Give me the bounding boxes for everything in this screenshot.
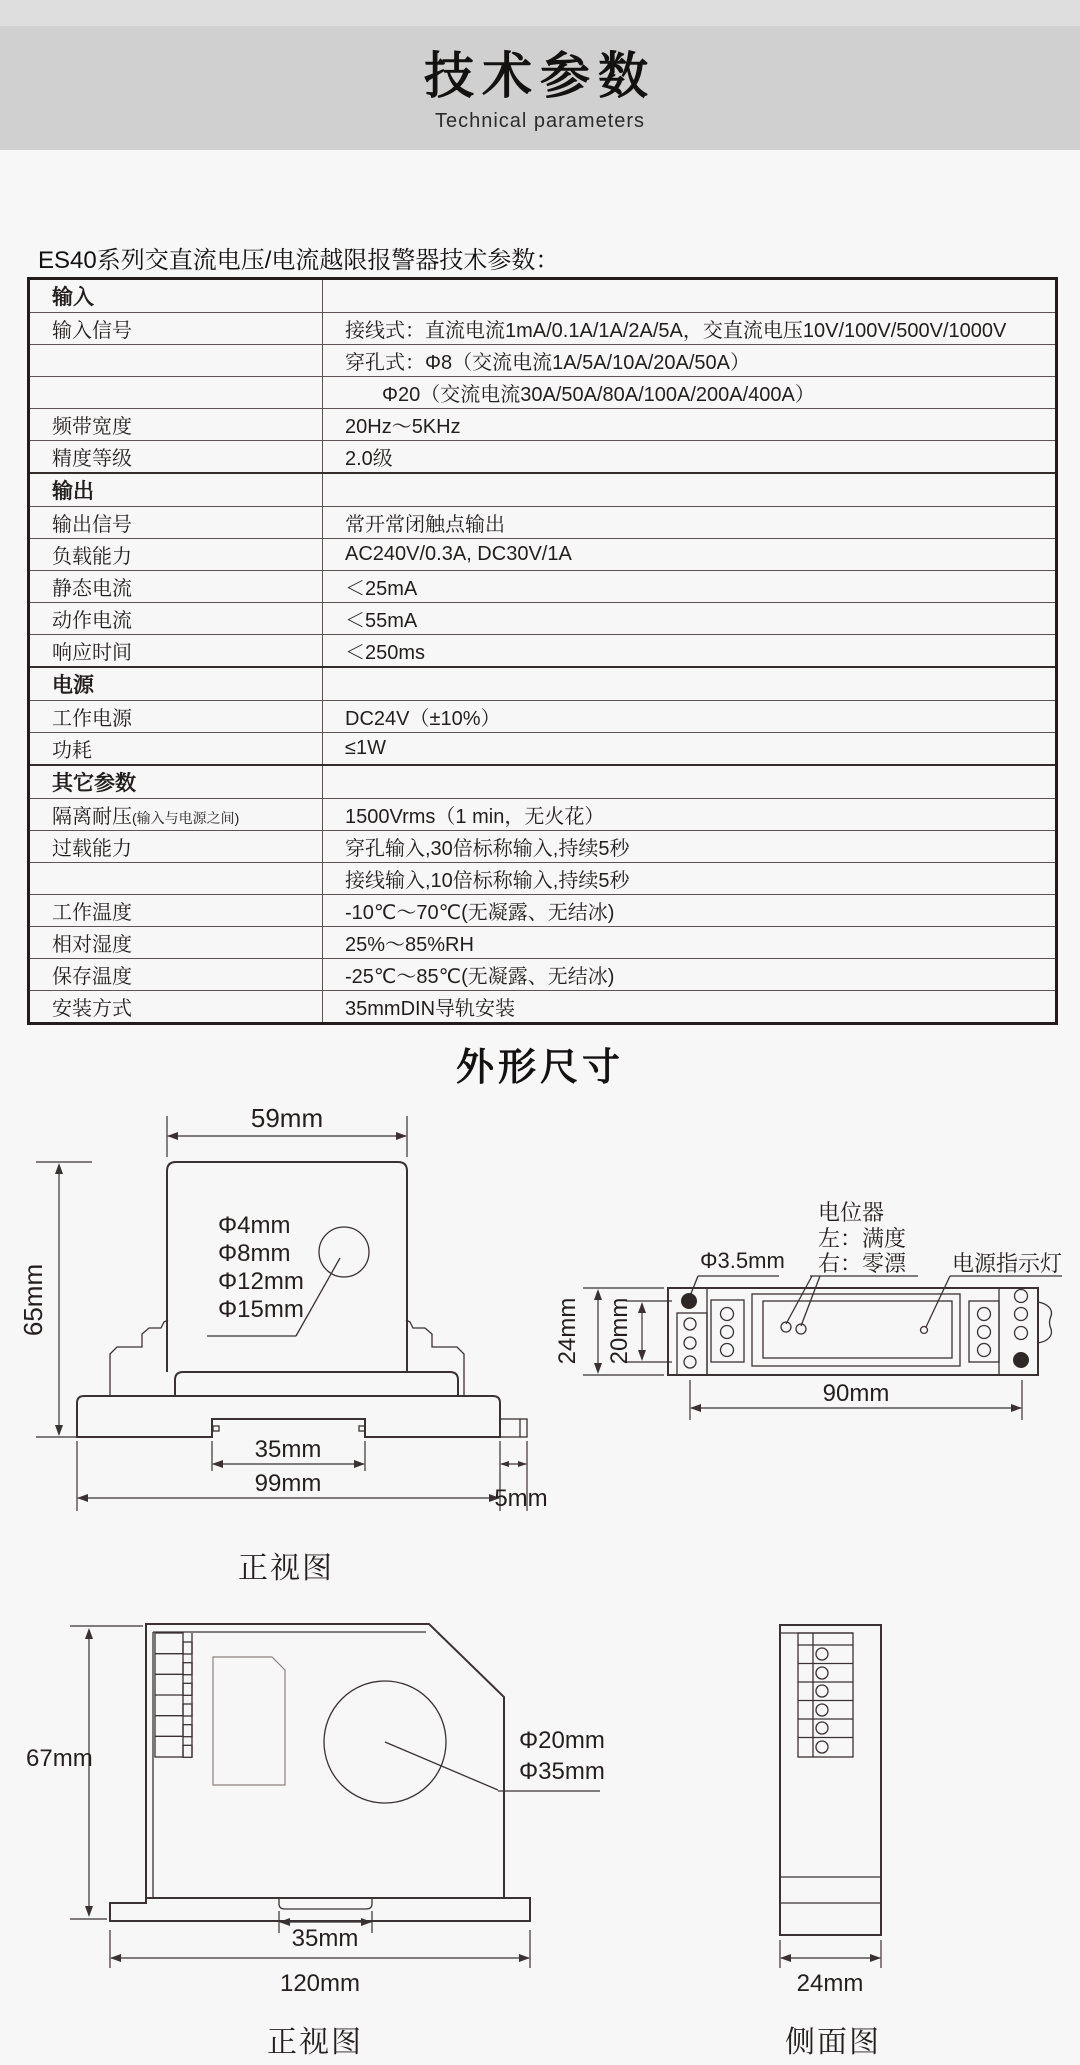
row-label: 输出	[52, 480, 94, 503]
front-view-top-caption: 正视图	[238, 1552, 334, 1585]
table-row	[29, 831, 1057, 863]
table-row	[29, 571, 1057, 603]
dim-rail-35-label: 35mm	[254, 1436, 322, 1463]
power-led-label: 电源指示灯	[952, 1251, 1063, 1276]
row-label: 输入	[52, 286, 94, 309]
table-row	[29, 279, 1057, 313]
table-row	[29, 733, 1057, 766]
table-row	[29, 313, 1057, 345]
table-row	[29, 473, 1057, 507]
table-row	[29, 667, 1057, 701]
top-view-drawing	[554, 1200, 1062, 1420]
potentiometer-label: 电位器	[818, 1200, 885, 1225]
row-label: 工作温度	[52, 902, 132, 924]
row-value: AC240V/0.3A, DC30V/1A	[323, 539, 1057, 571]
table-intro-line: ES40系列交直流电压/电流越限报警器技术参数：	[38, 247, 560, 274]
row-value: -10℃～70℃(无凝露、无结冰)	[323, 895, 1057, 927]
row-value	[323, 765, 1057, 799]
side-view-drawing	[780, 1625, 881, 2059]
header-banner	[0, 26, 1080, 150]
row-value: ＜25mA	[323, 571, 1057, 603]
hole-size-label: Φ12mm	[218, 1268, 304, 1295]
row-label: 静态电流	[52, 578, 132, 600]
front-view-top-drawing	[18, 1103, 548, 1585]
row-label: 动作电流	[52, 610, 132, 632]
hole-size-label: Φ8mm	[218, 1240, 291, 1267]
front-view-bottom-drawing	[26, 1624, 605, 2059]
dim-rail-35-bottom-label: 35mm	[291, 1925, 359, 1952]
hole-size-label: Φ4mm	[218, 1212, 291, 1239]
row-value: Φ20（交流电流30A/50A/80A/100A/200A/400A）	[323, 377, 1057, 409]
table-row	[29, 507, 1057, 539]
dim-tab-5-label: 5mm	[494, 1485, 548, 1512]
row-label: 隔离耐压	[52, 806, 132, 828]
potentiometer-left-label: 左：满度	[818, 1226, 907, 1251]
row-label: 负载能力	[52, 546, 132, 568]
row-value: 接线式：直流电流1mA/0.1A/1A/2A/5A，交直流电压10V/100V/500V/1000V	[323, 313, 1057, 345]
row-label: 电源	[52, 674, 94, 697]
table-row	[29, 765, 1057, 799]
row-value: -25℃～85℃(无凝露、无结冰)	[323, 959, 1057, 991]
banner-top-strip	[0, 0, 1080, 26]
row-label: 功耗	[52, 740, 92, 762]
dim-width-59-label: 59mm	[250, 1103, 324, 1133]
row-value	[323, 473, 1057, 507]
row-label: 过载能力	[52, 838, 132, 860]
hole-3p5-label: Φ3.5mm	[700, 1248, 785, 1273]
dim-90-label: 90mm	[822, 1380, 890, 1407]
table-row	[29, 441, 1057, 474]
dim-120-label: 120mm	[279, 1970, 361, 1997]
dim-24-side-label: 24mm	[796, 1970, 864, 1997]
hole-20-label: Φ20mm	[519, 1727, 605, 1754]
hole-35-label: Φ35mm	[519, 1758, 605, 1785]
table-row	[29, 635, 1057, 668]
row-value: 接线输入,10倍标称输入,持续5秒	[323, 863, 1057, 895]
dim-24-label: 24mm	[554, 1297, 581, 1365]
table-row	[29, 895, 1057, 927]
table-row	[29, 991, 1057, 1024]
dimensions-heading: 外形尺寸	[455, 1047, 624, 1089]
row-value: DC24V（±10%）	[323, 701, 1057, 733]
row-label: 其它参数	[52, 772, 136, 795]
dim-total-99-label: 99mm	[254, 1470, 322, 1497]
row-value: ≤1W	[323, 733, 1057, 766]
row-label: 安装方式	[52, 998, 132, 1020]
table-row	[29, 603, 1057, 635]
page-title: 技术参数	[424, 48, 656, 104]
dim-height-65-label: 65mm	[18, 1263, 48, 1337]
row-label: 输入信号	[52, 320, 132, 342]
row-value: 穿孔式：Φ8（交流电流1A/5A/10A/20A/50A）	[323, 345, 1057, 377]
potentiometer-right-label: 右：零漂	[818, 1251, 907, 1276]
row-value: 25%～85%RH	[323, 927, 1057, 959]
spec-table	[27, 277, 1058, 1025]
row-value	[323, 667, 1057, 701]
table-row	[29, 345, 1057, 377]
table-row	[29, 863, 1057, 895]
table-row	[29, 799, 1057, 831]
front-view-bottom-caption: 正视图	[267, 2026, 363, 2059]
row-value: 1500Vrms（1 min，无火花）	[323, 799, 1057, 831]
spec-table-body	[29, 279, 1057, 1024]
row-label: 频带宽度	[52, 416, 132, 438]
dim-20-label: 20mm	[606, 1297, 633, 1365]
dim-67-label: 67mm	[26, 1745, 93, 1772]
row-value: 2.0级	[323, 441, 1057, 474]
page-subtitle: Technical parameters	[434, 110, 646, 132]
row-label: 工作电源	[52, 708, 132, 730]
table-row	[29, 927, 1057, 959]
row-value: 35mmDIN导轨安装	[323, 991, 1057, 1024]
row-sublabel: (输入与电源之间)	[132, 810, 240, 826]
row-value: 穿孔输入,30倍标称输入,持续5秒	[323, 831, 1057, 863]
row-value: 常开常闭触点输出	[323, 507, 1057, 539]
table-row	[29, 539, 1057, 571]
row-value: ＜55mA	[323, 603, 1057, 635]
dimension-drawings	[0, 1095, 1080, 2065]
hole-size-label: Φ15mm	[218, 1296, 304, 1323]
table-row	[29, 377, 1057, 409]
row-label: 保存温度	[52, 966, 132, 988]
row-value	[323, 279, 1057, 313]
row-label: 精度等级	[52, 448, 132, 470]
row-value: 20Hz～5KHz	[323, 409, 1057, 441]
row-label: 相对湿度	[52, 934, 132, 956]
row-label: 响应时间	[52, 642, 132, 664]
row-label: 输出信号	[52, 514, 132, 536]
table-row	[29, 959, 1057, 991]
table-row	[29, 409, 1057, 441]
side-view-caption: 侧面图	[785, 2026, 881, 2059]
table-row	[29, 701, 1057, 733]
row-value: ＜250ms	[323, 635, 1057, 668]
